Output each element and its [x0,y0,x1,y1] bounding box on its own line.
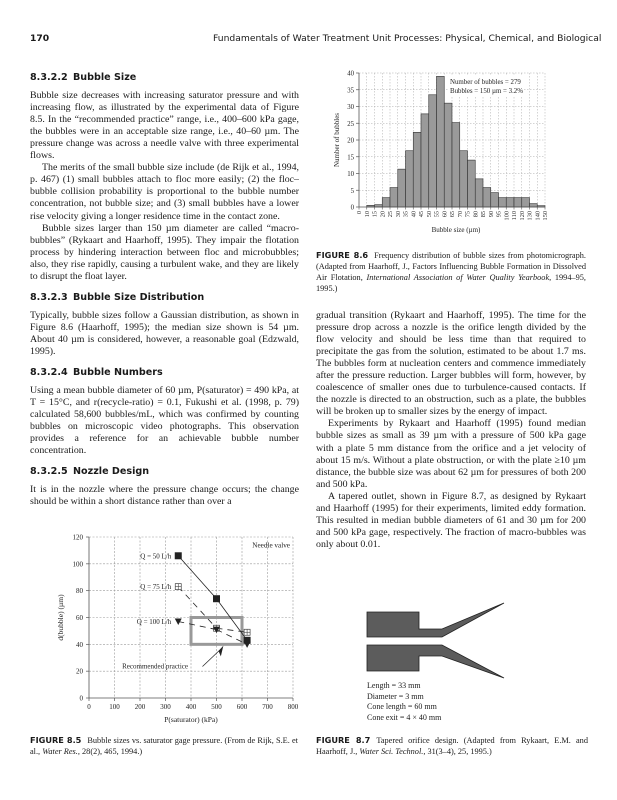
y-tick-label: 20 [76,667,83,676]
arrow-head [219,646,224,657]
chart-title: Needle valve [252,541,290,550]
x-tick-label: 70 [456,211,464,218]
x-tick-label: 600 [236,703,248,711]
x-tick-label: 35 [402,211,410,218]
section-heading: 8.3.2.3 Bubble Size Distribution [30,291,205,303]
x-tick-label: 0 [87,703,91,711]
x-tick-label: 90 [487,211,495,218]
x-tick-label: 100 [109,703,120,711]
x-tick-label: 10 [363,211,371,218]
histogram-bar [421,114,429,207]
histogram-bar [390,188,398,207]
y-tick-label: 40 [76,640,83,649]
left-column [30,72,299,509]
x-tick-label: 130 [526,211,534,221]
section-heading: 8.3.2.2 Bubble Size [30,72,137,83]
figure-8-5-caption: FIGURE 8.5 Bubble sizes vs. saturator gage pressure. (From de Rijk, S.E. et al., Water Res., 28(2), 465, 1994.) [30,735,298,757]
histogram-bar [452,123,460,207]
paragraph: A tapered outlet, shown in Figure 8.7, as designed by Rykaart and Haarhoff (1995) for their experiments, limited eddy formation. This resulted in median bubble diameters of 61 and 30 µm for 200 and 500 kPa gage, respectively. The fraction of macro-bubbles was only about 0.01. [316,490,586,550]
histogram-bar [406,151,414,207]
x-tick-label: 20 [379,211,387,218]
x-tick-label: 0 [356,211,364,215]
y-tick-label: 60 [76,614,83,622]
x-tick-label: 150 [542,211,550,221]
y-tick-label: 120 [72,533,83,542]
series-line [178,622,216,630]
x-tick-label: 110 [511,211,519,221]
x-tick-label: 700 [262,703,273,711]
histogram-bar [429,95,437,207]
x-axis-label: P(saturator) (kPa) [164,715,218,724]
y-tick-label: 25 [347,120,354,128]
tapered-orifice-diagram [360,600,520,690]
series-line [178,556,216,599]
x-tick-label: 95 [495,211,503,218]
x-tick-label: 25 [387,211,395,218]
recommended-practice-label: Recommended practice [122,662,189,671]
y-axis-label: Number of bubbles [333,112,341,168]
histogram-bar [460,151,468,207]
histogram-bar [499,198,507,207]
y-tick-label: 15 [347,154,354,162]
x-tick-label: 50 [425,211,433,218]
series-label: Q = 50 L/h [140,552,172,561]
y-tick-label: 20 [347,137,354,145]
histogram-bar [530,204,538,207]
section-heading: 8.3.2.5 Nozzle Design [30,466,150,478]
orifice-specs: Length = 33 mm Diameter = 3 mm Cone length = 60 mm Cone exit = 4 × 40 mm [367,681,442,723]
y-tick-label: 30 [347,104,354,111]
x-tick-label: 80 [472,211,480,218]
paragraph: gradual transition (Rykaart and Haarhoff, 1995). The time for the pressure drop across a nozzle is the orifice length divided by the flow velocity and should be less time than that required to precipitate the gas from the solution, estimated to be about 1.7 ms. The bubbles form at nucleation centers and commence immediately after the pressure reduction. Larger bubbles will form, however, by coalescence of smaller ones due to turbulence-caused contacts. If the nozzle is directed to an obstruction, such as a plate, the bubbles will be broken up to smaller sizes by the energy of impact. [316,310,586,418]
x-tick-label: 200 [134,703,146,711]
y-tick-label: 0 [79,694,83,703]
data-point-q50 [213,595,220,602]
page-number: 170 [30,33,50,44]
x-tick-label: 45 [418,211,426,218]
running-head-title: Fundamentals of Water Treatment Unit Processes: Physical, Chemical, and Biological [213,33,602,44]
histogram-bar [483,188,491,207]
x-tick-label: 300 [160,703,171,711]
y-tick-label: 0 [350,204,354,212]
paragraph: Typically, bubble sizes follow a Gaussian distribution, as shown in Figure 8.6 (Haarhoff, 1995); the median size shown is 54 µm. About 40 µm is considered, however, a reasonable goal (Edzwald, 1995). [30,309,299,357]
figure-8-6-chart [310,60,570,240]
y-tick-label: 80 [76,587,83,596]
histogram-bar [514,198,522,207]
x-tick-label: 800 [287,703,299,711]
x-tick-label: 500 [211,703,222,711]
y-tick-label: 40 [347,70,354,78]
histogram-bar [522,198,530,207]
figure-8-5-chart [0,525,310,725]
orifice-upper-wall [367,603,504,637]
x-tick-label: 400 [185,703,197,711]
x-tick-label: 40 [410,211,418,218]
series-label: Q = 75 L/h [140,583,172,592]
figure-8-7-caption: FIGURE 8.7 Tapered orifice design. (Adapted from Rykaart, E.M. and Haarhoff, J., Water Sci. Technol., 31(3–4), 25, 1995.) [316,735,588,757]
paragraph: Experiments by Rykaart and Haarhoff (1995) found median bubble sizes as small as 39 µm with a pressure of 500 kPa gage with a plate 5 mm distance from the orifice and a jet velocity of about 15 m/s. Without a plate obstruction, or with the plate ≥10 µm distance, the bubble size was about 62 µm for pressures of both 200 and 500 kPa. [316,418,586,490]
orifice-lower-wall [367,645,504,678]
series-line [178,587,216,629]
histogram-bar [413,132,421,207]
histogram-bar [468,160,476,207]
paragraph: Bubble sizes larger than 150 µm diameter are called “macro-bubbles” (Rykaart and Haarhoff, 1995). They impair the flotation process by hindering interaction between floc and microbubbles; also, they rise rapidly, causing a turbulent wake, and they are likely to disrupt the float layer. [30,222,299,282]
histogram-bar [475,179,483,207]
figure-8-6-caption: FIGURE 8.6 Frequency distribution of bubble sizes from photomicrograph. (Adapted from Haarhoff, J., Factors Influencing Bubble Formation in Dissolved Air Flotation, International Association of Water Quality Yearbook, 1994–95, 1995.) [316,250,586,294]
y-tick-label: 10 [347,171,354,178]
histogram-bar [491,193,499,207]
histogram-bar [444,103,452,207]
paragraph: Bubble size decreases with increasing saturator pressure and with increasing flow, as illustrated by the experimental data of Figure 8.5. In the “recommended practice” range, i.e., 400–600 kPa gage, the bubbles were in an acceptable size range, i.e., 40–60 µm. The pressure change was across a needle valve with three experimental flows. [30,90,299,162]
y-tick-label: 35 [347,87,354,95]
right-column [316,310,586,551]
x-tick-label: 60 [441,211,449,218]
annotation-count: Number of bubbles = 279 [450,79,521,86]
annotation-percent: Bubbles = 150 µm = 3.2% [450,88,523,95]
y-axis-label: d(bubble) (µm) [56,594,65,641]
x-tick-label: 30 [394,211,402,218]
data-point-q50 [175,552,182,559]
y-tick-label: 100 [72,560,83,569]
x-tick-label: 15 [371,211,379,218]
histogram-bar [382,198,390,207]
series-label: Q = 100 L/h [136,618,172,627]
paragraph: The merits of the small bubble size include (de Rijk et al., 1994, p. 467) (1) small bubbles attach to floc more easily; (2) the floc–bubble collision probability is proportional to the bubble number concentration, not bubble size; and (3) small bubbles have a lower rise velocity giving a longer residence time in the contact zone. [30,162,299,222]
x-tick-label: 100 [503,211,511,221]
x-tick-label: 75 [464,211,472,218]
paragraph: Using a mean bubble diameter of 60 µm, P(saturator) = 490 kPa, at T = 15°C, and r(recycle-ratio) = 0.1, Fukushi et al. (1998, p. 79) calculated 58,600 bubbles/mL, which was confirmed by counting bubbles on microscopic video photographs. This observation provides a reference for an achievable bubble number concentration. [30,385,299,457]
paragraph: It is in the nozzle where the pressure change occurs; the change should be within a short distance rather than over a [30,484,299,508]
y-tick-label: 5 [350,187,354,195]
x-tick-label: 55 [433,211,441,218]
x-tick-label: 120 [518,211,526,221]
x-tick-label: 140 [534,211,542,221]
histogram-bar [506,198,514,207]
x-axis-label: Bubble size (µm) [431,226,481,234]
histogram-bar [398,169,406,207]
x-tick-label: 65 [449,211,457,218]
histogram-bar [437,76,445,207]
x-tick-label: 85 [480,211,488,218]
section-heading: 8.3.2.4 Bubble Numbers [30,367,163,379]
